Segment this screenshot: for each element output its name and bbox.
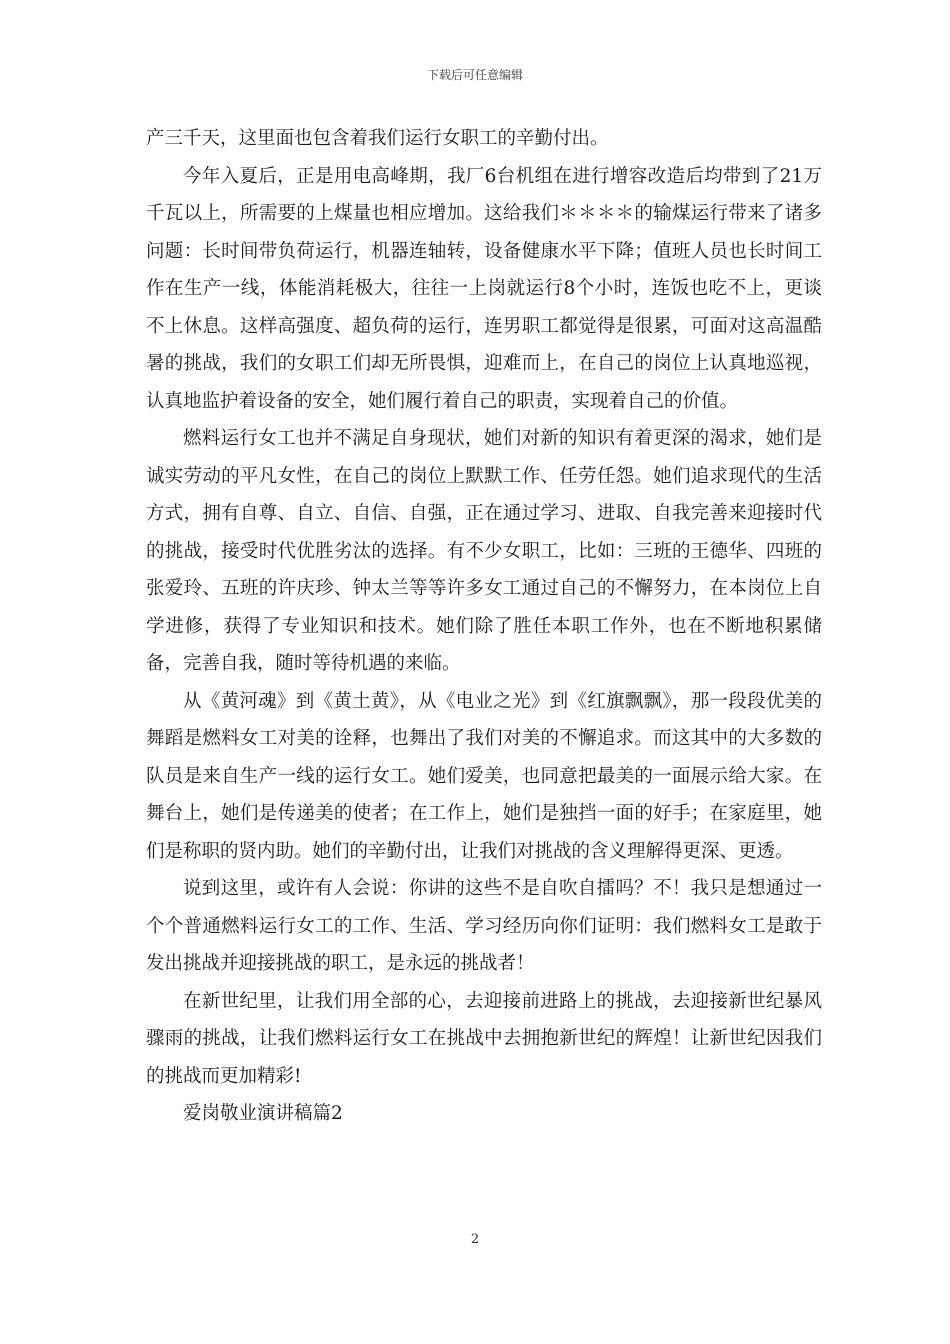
paragraph-female-workers-learning: 燃料运行女工也并不满足自身现状，她们对新的知识有着更深的渴求，她们是诚实劳动的平凡女性，在自己的岗位上默默工作、任劳任怨。她们追求现代的生活方式，拥有自尊、自立、自信、自强，正在通过学习、进取、自我完善来迎接时代的挑战，接受时代优胜劣汰的选择。有不少女职工，比如：三班的王德华、四班的张爱玲、五班的许庆珍、钟太兰等等许多女工通过自己的不懈努力，在本岗位上自学进修，获得了专业知识和技术。她们除了胜任本职工作外，也在不断地积累储备，完善自我，随时等待机遇的来临。 <box>146 428 822 674</box>
paragraph-summer-peak: 今年入夏后，正是用电高峰期，我厂6台机组在进行增容改造后均带到了21万千瓦以上，所需要的上煤量也相应增加。这给我们＊＊＊＊的输煤运行带来了诸多问题：长时间带负荷运行，机器连轴转，设备健康水平下降；值班人员也长时间工作在生产一线，体能消耗极大，往往一上岗就运行8个小时，连饭也吃不上，更谈不上休息。这样高强度、超负荷的运行，连男职工都觉得是很累，可面对这高温酷暑的挑战，我们的女职工们却无所畏惧，迎难而上，在自己的岗位上认真地巡视，认真地监护着设备的安全，她们履行着自己的职责，实现着自己的价值。 <box>146 165 822 412</box>
section-heading-speech-2: 爱岗敬业演讲稿篇2 <box>183 1103 343 1124</box>
paragraph-continuation: 产三千天，这里面也包含着我们运行女职工的辛勤付出。 <box>146 128 609 149</box>
page-number: 2 <box>470 1232 480 1247</box>
paragraph-new-century: 在新世纪里，让我们用全部的心，去迎接前进路上的挑战，去迎接新世纪暴风骤雨的挑战，让我们燃料运行女工在挑战中去拥抱新世纪的辉煌！让新世纪因我们的挑战而更加精彩! <box>146 990 822 1087</box>
page-header: 下载后可任意编辑 <box>426 68 523 82</box>
paragraph-dance-performances: 从《黄河魂》到《黄土黄》，从《电业之光》到《红旗飘飘》，那一段段优美的舞蹈是燃料女工对美的诠释，也舞出了我们对美的不懈追求。而这其中的大多数的队员是来自生产一线的运行女工。她们爱美，也同意把最美的一面展示给大家。在舞台上，她们是传递美的使者；在工作上，她们是独挡一面的好手；在家庭里，她们是称职的贤内助。她们的辛勤付出，让我们对挑战的含义理解得更深、更透。 <box>146 690 822 862</box>
paragraph-challengers: 说到这里，或许有人会说：你讲的这些不是自吹自擂吗？不！我只是想通过一个个普通燃料运行女工的工作、生活、学习经历向你们证明：我们燃料女工是敢于发出挑战并迎接挑战的职工，是永远的挑战者！ <box>146 878 822 974</box>
document-body <box>146 120 822 1133</box>
